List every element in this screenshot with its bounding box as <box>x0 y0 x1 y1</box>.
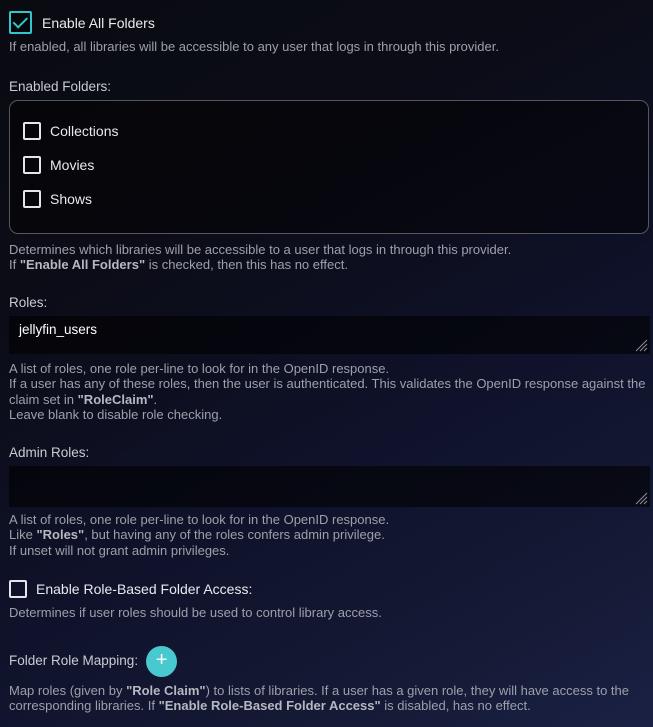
enabled-folders-label: Enabled Folders: <box>9 78 112 94</box>
enable-all-folders-label[interactable]: Enable All Folders <box>42 14 155 31</box>
folder-option-row <box>23 156 648 174</box>
enabled-folders-list <box>9 100 649 234</box>
enable-all-folders-row <box>9 11 648 34</box>
description-line: corresponding libraries. If "Enable Role-Based Folder Access" is disabled, has no effect. <box>9 698 531 713</box>
enable-role-based-folder-access-label[interactable]: Enable Role-Based Folder Access: <box>36 581 253 597</box>
admin-roles-label: Admin Roles: <box>9 444 90 460</box>
folder-movies-checkbox[interactable] <box>23 156 41 174</box>
enabled-folders-description <box>9 242 648 273</box>
folder-movies-label[interactable]: Movies <box>50 156 95 173</box>
folder-role-mapping-label: Folder Role Mapping: <box>9 653 139 668</box>
enable-role-based-folder-access-checkbox[interactable] <box>9 580 27 598</box>
role-based-access-description: Determines if user roles should be used to control library access. <box>9 605 382 620</box>
folder-shows-label[interactable]: Shows <box>50 190 93 207</box>
folder-role-mapping-row <box>9 646 648 677</box>
enable-all-folders-checkbox[interactable] <box>9 11 32 34</box>
folder-collections-label[interactable]: Collections <box>50 122 119 139</box>
folder-shows-checkbox[interactable] <box>23 190 41 208</box>
checkmark-icon <box>12 13 28 29</box>
description-line: If "Enable All Folders" is checked, then this has no effect. <box>9 257 348 272</box>
folder-role-mapping-description <box>9 683 648 714</box>
enable-all-folders-description: If enabled, all libraries will be accessible to any user that logs in through this provider. <box>9 39 499 54</box>
admin-roles-textarea[interactable] <box>9 466 650 507</box>
folder-option-row <box>23 122 648 140</box>
description-line: Map roles (given by "Role Claim") to lists of libraries. If a user has a given role, they will have access to the <box>9 682 629 698</box>
description-line: claim set in "RoleClaim". <box>9 391 158 407</box>
roles-label: Roles: <box>9 294 48 310</box>
description-line: If unset will not grant admin privileges. <box>9 542 230 558</box>
roles-textarea-wrap <box>9 316 650 354</box>
admin-roles-description <box>9 512 648 559</box>
add-folder-role-mapping-button[interactable] <box>146 646 177 677</box>
folder-option-row <box>23 190 648 208</box>
roles-description <box>9 361 648 423</box>
description-line: Determines which libraries will be accessible to a user that logs in through this provider. <box>9 241 512 257</box>
description-line: If a user has any of these roles, then the user is authenticated. This validates the OpenID response against the <box>9 376 646 391</box>
admin-roles-textarea-wrap <box>9 466 650 507</box>
role-based-access-row <box>9 580 648 598</box>
description-line: Like "Roles", but having any of the roles confers admin privilege. <box>9 527 385 542</box>
plus-icon: + <box>155 649 168 671</box>
description-line: A list of roles, one role per-line to look for in the OpenID response. <box>9 511 390 527</box>
description-line: A list of roles, one role per-line to look for in the OpenID response. <box>9 360 390 376</box>
folder-collections-checkbox[interactable] <box>23 122 41 140</box>
roles-textarea[interactable] <box>9 316 650 354</box>
description-line: Leave blank to disable role checking. <box>9 407 223 422</box>
